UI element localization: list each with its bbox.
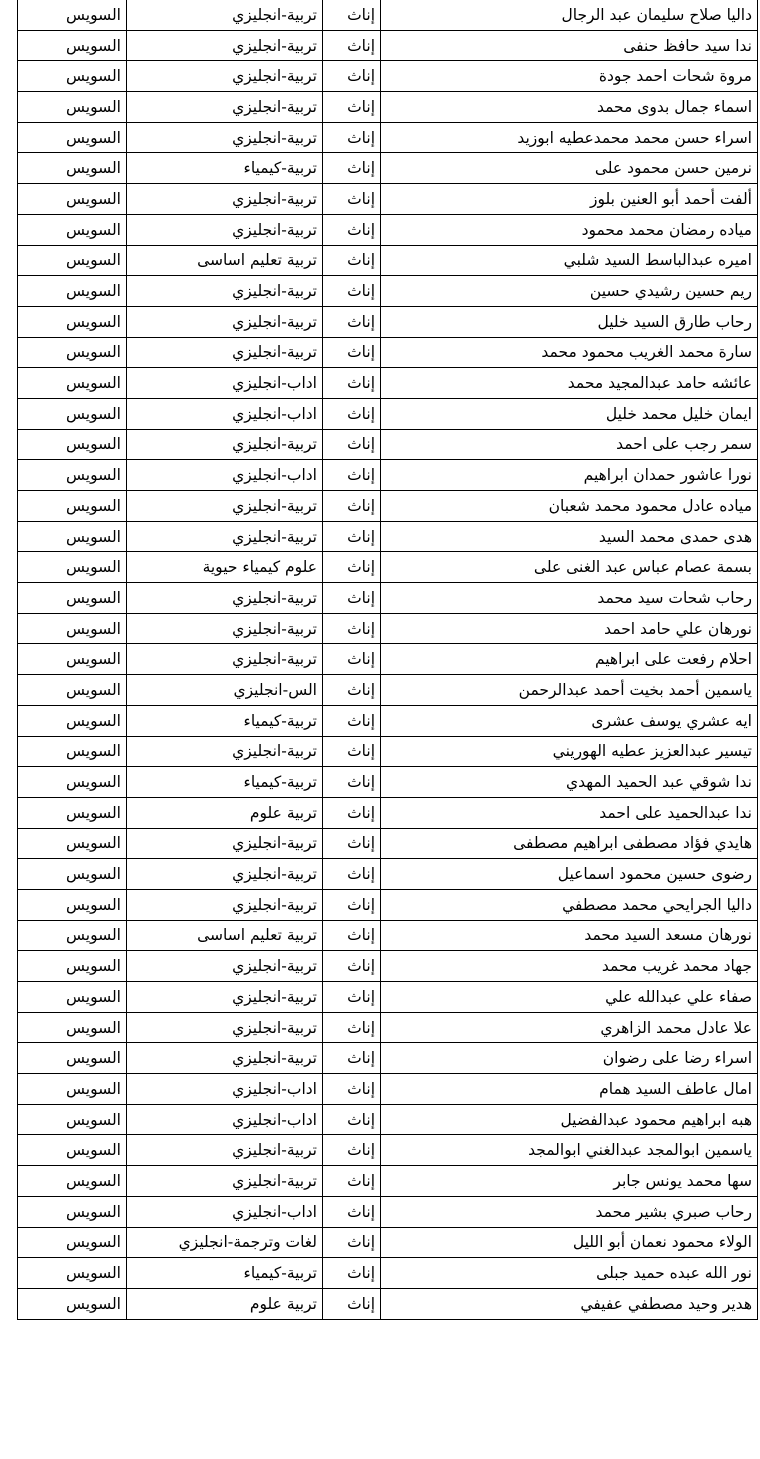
- gender-cell: إناث: [323, 613, 381, 644]
- student-name-cell: نور الله عبده حميد جبلى: [381, 1258, 758, 1289]
- gender-cell: إناث: [323, 398, 381, 429]
- major-cell: تربية-انجليزي: [127, 1166, 323, 1197]
- city-cell: السويس: [18, 398, 127, 429]
- gender-cell: إناث: [323, 61, 381, 92]
- student-name-cell: داليا صلاح سليمان عبد الرجال: [381, 0, 758, 30]
- city-cell: السويس: [18, 92, 127, 123]
- table-row: [18, 613, 758, 644]
- table-row: [18, 1135, 758, 1166]
- gender-cell: إناث: [323, 184, 381, 215]
- table-row: [18, 276, 758, 307]
- table-row: [18, 521, 758, 552]
- city-cell: السويس: [18, 920, 127, 951]
- gender-cell: إناث: [323, 521, 381, 552]
- table-row: [18, 951, 758, 982]
- major-cell: الس-انجليزي: [127, 675, 323, 706]
- table-row: [18, 1227, 758, 1258]
- student-name-cell: ندا سيد حافظ حنفى: [381, 30, 758, 61]
- table-row: [18, 1104, 758, 1135]
- gender-cell: إناث: [323, 491, 381, 522]
- table-row: [18, 214, 758, 245]
- major-cell: تربية-انجليزي: [127, 583, 323, 614]
- table-row: [18, 153, 758, 184]
- table-row: [18, 184, 758, 215]
- gender-cell: إناث: [323, 122, 381, 153]
- city-cell: السويس: [18, 368, 127, 399]
- city-cell: السويس: [18, 184, 127, 215]
- major-cell: تربية تعليم اساسى: [127, 920, 323, 951]
- table-row: [18, 1074, 758, 1105]
- student-name-cell: هايدي فؤاد مصطفى ابراهيم مصطفى: [381, 828, 758, 859]
- major-cell: تربية-انجليزي: [127, 122, 323, 153]
- student-name-cell: مياده عادل محمود محمد شعبان: [381, 491, 758, 522]
- major-cell: تربية-انجليزي: [127, 1012, 323, 1043]
- table-row: [18, 92, 758, 123]
- table-row: [18, 122, 758, 153]
- city-cell: السويس: [18, 982, 127, 1013]
- student-name-cell: تيسير عبدالعزيز عطيه الهوريني: [381, 736, 758, 767]
- gender-cell: إناث: [323, 583, 381, 614]
- major-cell: تربية-انجليزي: [127, 276, 323, 307]
- city-cell: السويس: [18, 122, 127, 153]
- table-row: [18, 337, 758, 368]
- gender-cell: إناث: [323, 705, 381, 736]
- table-row: [18, 1166, 758, 1197]
- gender-cell: إناث: [323, 982, 381, 1013]
- major-cell: اداب-انجليزي: [127, 1104, 323, 1135]
- gender-cell: إناث: [323, 1104, 381, 1135]
- major-cell: اداب-انجليزي: [127, 460, 323, 491]
- gender-cell: إناث: [323, 767, 381, 798]
- city-cell: السويس: [18, 889, 127, 920]
- city-cell: السويس: [18, 797, 127, 828]
- gender-cell: إناث: [323, 337, 381, 368]
- student-name-cell: مروة شحات احمد جودة: [381, 61, 758, 92]
- student-name-cell: نورهان مسعد السيد محمد: [381, 920, 758, 951]
- table-row: [18, 552, 758, 583]
- gender-cell: إناث: [323, 1166, 381, 1197]
- table-row: [18, 767, 758, 798]
- student-name-cell: صفاء علي عبدالله علي: [381, 982, 758, 1013]
- city-cell: السويس: [18, 30, 127, 61]
- gender-cell: إناث: [323, 951, 381, 982]
- table-row: [18, 0, 758, 30]
- major-cell: تربية علوم: [127, 797, 323, 828]
- city-cell: السويس: [18, 828, 127, 859]
- gender-cell: إناث: [323, 1043, 381, 1074]
- major-cell: تربية-كيمياء: [127, 1258, 323, 1289]
- city-cell: السويس: [18, 736, 127, 767]
- city-cell: السويس: [18, 1074, 127, 1105]
- table-row: [18, 675, 758, 706]
- student-name-cell: عائشه حامد عبدالمجيد محمد: [381, 368, 758, 399]
- gender-cell: إناث: [323, 429, 381, 460]
- table-row: [18, 398, 758, 429]
- gender-cell: إناث: [323, 306, 381, 337]
- table-row: [18, 460, 758, 491]
- city-cell: السويس: [18, 552, 127, 583]
- table-row: [18, 920, 758, 951]
- gender-cell: إناث: [323, 0, 381, 30]
- city-cell: السويس: [18, 644, 127, 675]
- gender-cell: إناث: [323, 1288, 381, 1319]
- student-name-cell: رحاب صبري بشير محمد: [381, 1196, 758, 1227]
- student-name-cell: اسراء حسن محمد محمدعطيه ابوزيد: [381, 122, 758, 153]
- city-cell: السويس: [18, 214, 127, 245]
- table-row: [18, 859, 758, 890]
- student-name-cell: رضوى حسين محمود اسماعيل: [381, 859, 758, 890]
- gender-cell: إناث: [323, 736, 381, 767]
- table-row: [18, 889, 758, 920]
- student-name-cell: مياده رمضان محمد محمود: [381, 214, 758, 245]
- student-name-cell: هدير وحيد مصطفي عفيفي: [381, 1288, 758, 1319]
- major-cell: اداب-انجليزي: [127, 1074, 323, 1105]
- city-cell: السويس: [18, 0, 127, 30]
- gender-cell: إناث: [323, 675, 381, 706]
- city-cell: السويس: [18, 1258, 127, 1289]
- major-cell: تربية-انجليزي: [127, 982, 323, 1013]
- major-cell: تربية-انجليزي: [127, 61, 323, 92]
- major-cell: تربية-كيمياء: [127, 705, 323, 736]
- city-cell: السويس: [18, 1288, 127, 1319]
- table-row: [18, 245, 758, 276]
- city-cell: السويس: [18, 337, 127, 368]
- major-cell: تربية-كيمياء: [127, 767, 323, 798]
- table-row: [18, 982, 758, 1013]
- roster-body: [18, 0, 758, 1319]
- city-cell: السويس: [18, 306, 127, 337]
- student-name-cell: اميره عبدالباسط السيد شلبي: [381, 245, 758, 276]
- city-cell: السويس: [18, 61, 127, 92]
- city-cell: السويس: [18, 1227, 127, 1258]
- student-name-cell: علا عادل محمد الزاهري: [381, 1012, 758, 1043]
- student-name-cell: ندا عبدالحميد على احمد: [381, 797, 758, 828]
- student-name-cell: نورهان علي حامد احمد: [381, 613, 758, 644]
- table-row: [18, 306, 758, 337]
- gender-cell: إناث: [323, 644, 381, 675]
- city-cell: السويس: [18, 613, 127, 644]
- major-cell: تربية-انجليزي: [127, 337, 323, 368]
- major-cell: تربية-انجليزي: [127, 521, 323, 552]
- major-cell: تربية-انجليزي: [127, 491, 323, 522]
- major-cell: تربية-انجليزي: [127, 1043, 323, 1074]
- city-cell: السويس: [18, 583, 127, 614]
- table-row: [18, 491, 758, 522]
- major-cell: اداب-انجليزي: [127, 368, 323, 399]
- student-name-cell: ياسمين ابوالمجد عبدالغني ابوالمجد: [381, 1135, 758, 1166]
- city-cell: السويس: [18, 1166, 127, 1197]
- major-cell: تربية-انجليزي: [127, 736, 323, 767]
- table-row: [18, 61, 758, 92]
- gender-cell: إناث: [323, 460, 381, 491]
- major-cell: تربية-انجليزي: [127, 306, 323, 337]
- major-cell: تربية علوم: [127, 1288, 323, 1319]
- student-name-cell: داليا الجرايحي محمد مصطفي: [381, 889, 758, 920]
- student-name-cell: رحاب طارق السيد خليل: [381, 306, 758, 337]
- gender-cell: إناث: [323, 1227, 381, 1258]
- roster-sheet: [17, 0, 758, 1410]
- gender-cell: إناث: [323, 30, 381, 61]
- major-cell: تربية-انجليزي: [127, 1135, 323, 1166]
- student-name-cell: الولاء محمود نعمان أبو الليل: [381, 1227, 758, 1258]
- major-cell: تربية-انجليزي: [127, 184, 323, 215]
- major-cell: علوم كيمياء حيوية: [127, 552, 323, 583]
- table-row: [18, 1258, 758, 1289]
- city-cell: السويس: [18, 491, 127, 522]
- gender-cell: إناث: [323, 859, 381, 890]
- student-name-cell: ياسمين أحمد بخيت أحمد عبدالرحمن: [381, 675, 758, 706]
- major-cell: تربية-انجليزي: [127, 951, 323, 982]
- student-name-cell: سمر رجب على احمد: [381, 429, 758, 460]
- table-row: [18, 583, 758, 614]
- student-name-cell: نرمين حسن محمود على: [381, 153, 758, 184]
- table-row: [18, 705, 758, 736]
- table-row: [18, 644, 758, 675]
- major-cell: تربية-انجليزي: [127, 828, 323, 859]
- gender-cell: إناث: [323, 1074, 381, 1105]
- gender-cell: إناث: [323, 1196, 381, 1227]
- table-row: [18, 1288, 758, 1319]
- table-row: [18, 736, 758, 767]
- table-row: [18, 1043, 758, 1074]
- student-name-cell: ندا شوقي عبد الحميد المهدي: [381, 767, 758, 798]
- student-name-cell: سارة محمد الغريب محمود محمد: [381, 337, 758, 368]
- city-cell: السويس: [18, 767, 127, 798]
- city-cell: السويس: [18, 951, 127, 982]
- student-name-cell: ايمان خليل محمد خليل: [381, 398, 758, 429]
- student-name-cell: سها محمد يونس جابر: [381, 1166, 758, 1197]
- table-row: [18, 828, 758, 859]
- city-cell: السويس: [18, 521, 127, 552]
- table-row: [18, 797, 758, 828]
- gender-cell: إناث: [323, 1135, 381, 1166]
- table-row: [18, 30, 758, 61]
- gender-cell: إناث: [323, 1258, 381, 1289]
- city-cell: السويس: [18, 429, 127, 460]
- table-row: [18, 1012, 758, 1043]
- gender-cell: إناث: [323, 797, 381, 828]
- table-row: [18, 368, 758, 399]
- gender-cell: إناث: [323, 368, 381, 399]
- major-cell: تربية-انجليزي: [127, 92, 323, 123]
- city-cell: السويس: [18, 859, 127, 890]
- student-name-cell: جهاد محمد غريب محمد: [381, 951, 758, 982]
- city-cell: السويس: [18, 245, 127, 276]
- major-cell: تربية تعليم اساسى: [127, 245, 323, 276]
- city-cell: السويس: [18, 153, 127, 184]
- gender-cell: إناث: [323, 889, 381, 920]
- table-row: [18, 429, 758, 460]
- gender-cell: إناث: [323, 276, 381, 307]
- major-cell: تربية-انجليزي: [127, 613, 323, 644]
- gender-cell: إناث: [323, 214, 381, 245]
- city-cell: السويس: [18, 1012, 127, 1043]
- city-cell: السويس: [18, 705, 127, 736]
- student-name-cell: ايه عشري يوسف عشرى: [381, 705, 758, 736]
- major-cell: تربية-كيمياء: [127, 153, 323, 184]
- gender-cell: إناث: [323, 920, 381, 951]
- gender-cell: إناث: [323, 828, 381, 859]
- major-cell: تربية-انجليزي: [127, 30, 323, 61]
- student-name-cell: ريم حسين رشيدي حسين: [381, 276, 758, 307]
- student-name-cell: اسماء جمال بدوى محمد: [381, 92, 758, 123]
- major-cell: اداب-انجليزي: [127, 398, 323, 429]
- major-cell: تربية-انجليزي: [127, 214, 323, 245]
- student-name-cell: رحاب شحات سيد محمد: [381, 583, 758, 614]
- city-cell: السويس: [18, 675, 127, 706]
- city-cell: السويس: [18, 460, 127, 491]
- student-name-cell: احلام رفعت على ابراهيم: [381, 644, 758, 675]
- student-name-cell: امال عاطف السيد همام: [381, 1074, 758, 1105]
- city-cell: السويس: [18, 1043, 127, 1074]
- gender-cell: إناث: [323, 92, 381, 123]
- gender-cell: إناث: [323, 1012, 381, 1043]
- student-name-cell: هدى حمدى محمد السيد: [381, 521, 758, 552]
- student-name-cell: ألفت أحمد أبو العنين بلوز: [381, 184, 758, 215]
- major-cell: تربية-انجليزي: [127, 889, 323, 920]
- gender-cell: إناث: [323, 245, 381, 276]
- gender-cell: إناث: [323, 153, 381, 184]
- gender-cell: إناث: [323, 552, 381, 583]
- student-name-cell: بسمة عصام عباس عبد الغنى على: [381, 552, 758, 583]
- student-name-cell: نورا عاشور حمدان ابراهيم: [381, 460, 758, 491]
- major-cell: تربية-انجليزي: [127, 859, 323, 890]
- roster-table: [17, 0, 758, 1320]
- major-cell: تربية-انجليزي: [127, 429, 323, 460]
- city-cell: السويس: [18, 1196, 127, 1227]
- major-cell: تربية-انجليزي: [127, 0, 323, 30]
- student-name-cell: هبه ابراهيم محمود عبدالفضيل: [381, 1104, 758, 1135]
- city-cell: السويس: [18, 1104, 127, 1135]
- major-cell: لغات وترجمة-انجليزي: [127, 1227, 323, 1258]
- major-cell: اداب-انجليزي: [127, 1196, 323, 1227]
- table-row: [18, 1196, 758, 1227]
- major-cell: تربية-انجليزي: [127, 644, 323, 675]
- city-cell: السويس: [18, 276, 127, 307]
- city-cell: السويس: [18, 1135, 127, 1166]
- student-name-cell: اسراء رضا على رضوان: [381, 1043, 758, 1074]
